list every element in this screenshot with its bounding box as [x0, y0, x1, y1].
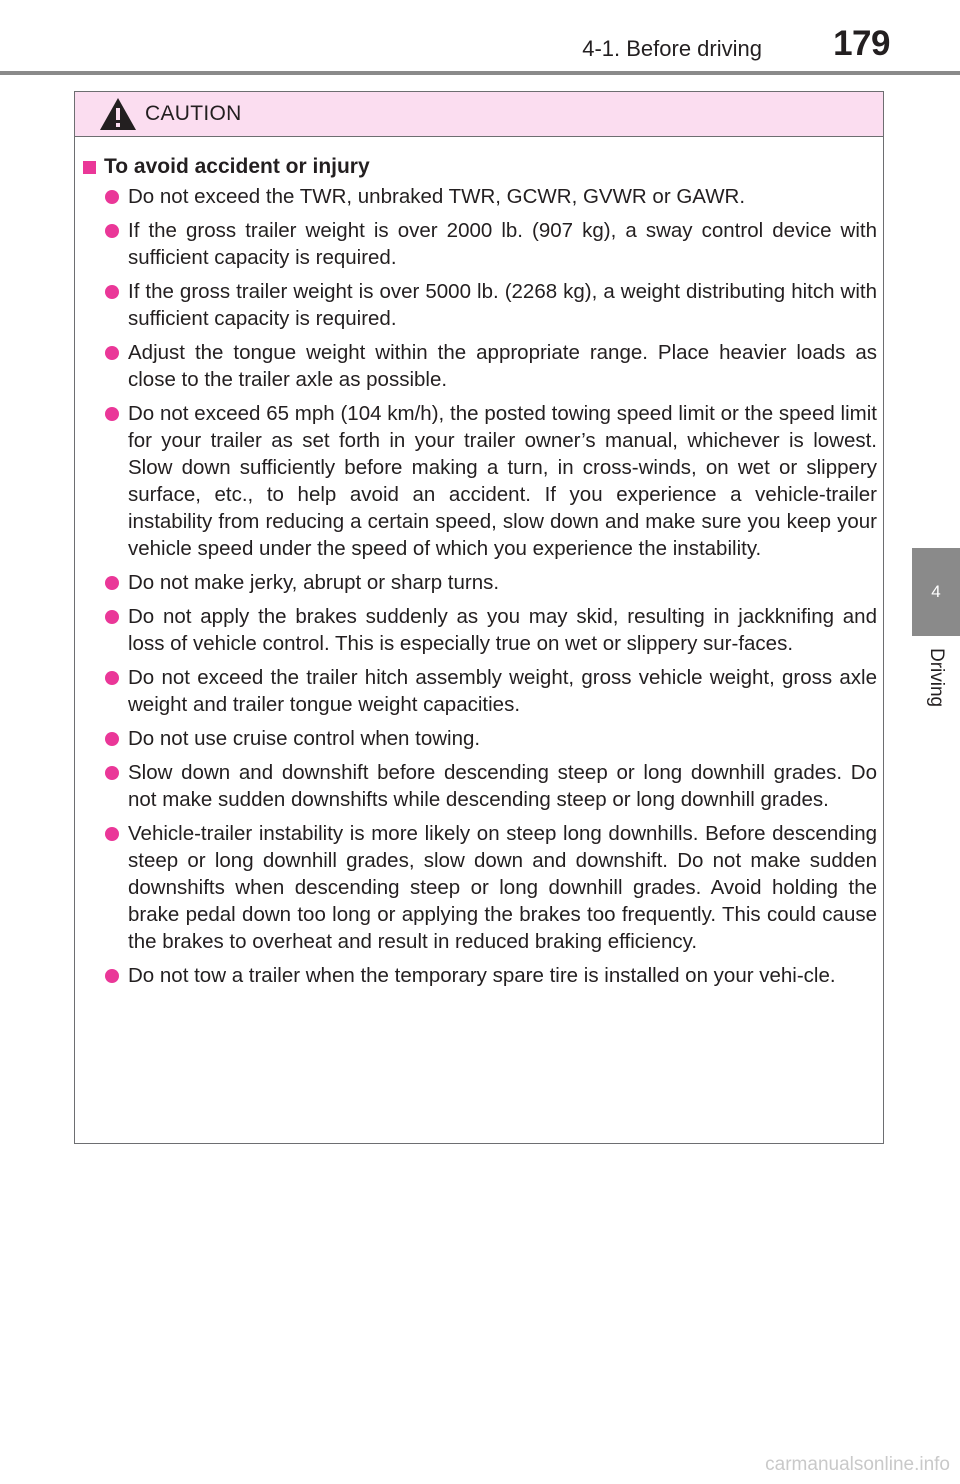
bullet-dot-icon	[105, 224, 119, 238]
list-item	[83, 603, 877, 657]
list-item	[83, 725, 877, 752]
list-item-text: Slow down and downshift before descending steep or long downhill grades. Do not make sudden downshifts while descending steep or long downhill grades.	[128, 761, 877, 811]
list-item	[83, 759, 877, 813]
subheading-text: To avoid accident or injury	[104, 155, 370, 178]
list-item	[83, 400, 877, 562]
page-header	[0, 0, 960, 76]
caution-subheading	[83, 155, 877, 179]
chapter-tab	[912, 548, 960, 636]
list-item	[83, 339, 877, 393]
list-item-text: Vehicle-trailer instability is more likely on steep long downhills. Before descending steep or long downhill grades, slow down and downshift. Do not make sudden downshifts when descending steep or long downhill grades. Avoid holding the brake pedal down too long or applying the brakes too frequently. This could cause the brakes to overheat and result in reduced braking efficiency.	[128, 822, 877, 953]
caution-list	[83, 183, 877, 989]
list-item-text: Do not exceed the trailer hitch assembly weight, gross vehicle weight, gross axle weight and trailer tongue weight capacities.	[128, 666, 877, 716]
list-item	[83, 820, 877, 955]
list-item	[83, 664, 877, 718]
chapter-label: Driving	[926, 648, 947, 708]
list-item-text: If the gross trailer weight is over 2000 lb. (907 kg), a sway control device with sufficient capacity is required.	[128, 219, 877, 269]
bullet-dot-icon	[105, 766, 119, 780]
bullet-dot-icon	[105, 407, 119, 421]
list-item	[83, 569, 877, 596]
caution-header	[75, 92, 883, 137]
bullet-dot-icon	[105, 285, 119, 299]
page-number: 179	[833, 24, 890, 63]
list-item	[83, 217, 877, 271]
header-divider	[0, 71, 960, 75]
bullet-dot-icon	[105, 346, 119, 360]
list-item-text: Do not exceed 65 mph (104 km/h), the posted towing speed limit or the speed limit for your trailer as set forth in your trailer owner’s manual, whichever is lowest. Slow down sufficiently before making a turn, in cross-winds, on wet or slippery surface, etc., to help avoid an accident. If you experience a vehicle-trailer instability from reducing a certain speed, slow down and make sure you keep your vehicle speed under the speed of which you experience the instability.	[128, 402, 877, 560]
bullet-dot-icon	[105, 576, 119, 590]
bullet-dot-icon	[105, 827, 119, 841]
list-item	[83, 183, 877, 210]
bullet-dot-icon	[105, 969, 119, 983]
warning-triangle-icon	[99, 97, 137, 131]
chapter-label-container	[912, 636, 960, 756]
caution-box	[74, 91, 884, 1144]
section-title: 4-1. Before driving	[582, 36, 762, 61]
bullet-dot-icon	[105, 732, 119, 746]
bullet-dot-icon	[105, 610, 119, 624]
list-item	[83, 962, 877, 989]
chapter-number: 4	[931, 582, 941, 601]
list-item	[83, 278, 877, 332]
list-item-text: Do not tow a trailer when the temporary spare tire is installed on your vehi-cle.	[128, 964, 836, 987]
caution-title: CAUTION	[145, 102, 242, 125]
list-item-text: Do not use cruise control when towing.	[128, 727, 481, 750]
list-item-text: If the gross trailer weight is over 5000 lb. (2268 kg), a weight distributing hitch with sufficient capacity is required.	[128, 280, 877, 330]
caution-body	[75, 137, 883, 989]
watermark: carmanualsonline.info	[765, 1454, 950, 1475]
bullet-dot-icon	[105, 671, 119, 685]
list-item-text: Do not exceed the TWR, unbraked TWR, GCWR, GVWR or GAWR.	[128, 185, 746, 208]
bullet-dot-icon	[105, 190, 119, 204]
list-item-text: Do not make jerky, abrupt or sharp turns.	[128, 571, 500, 594]
list-item-text: Do not apply the brakes suddenly as you may skid, resulting in jackknifing and loss of vehicle control. This is especially true on wet or slippery sur-faces.	[128, 605, 877, 655]
list-item-text: Adjust the tongue weight within the appropriate range. Place heavier loads as close to the trailer axle as possible.	[128, 341, 877, 391]
square-bullet-icon	[83, 161, 96, 174]
